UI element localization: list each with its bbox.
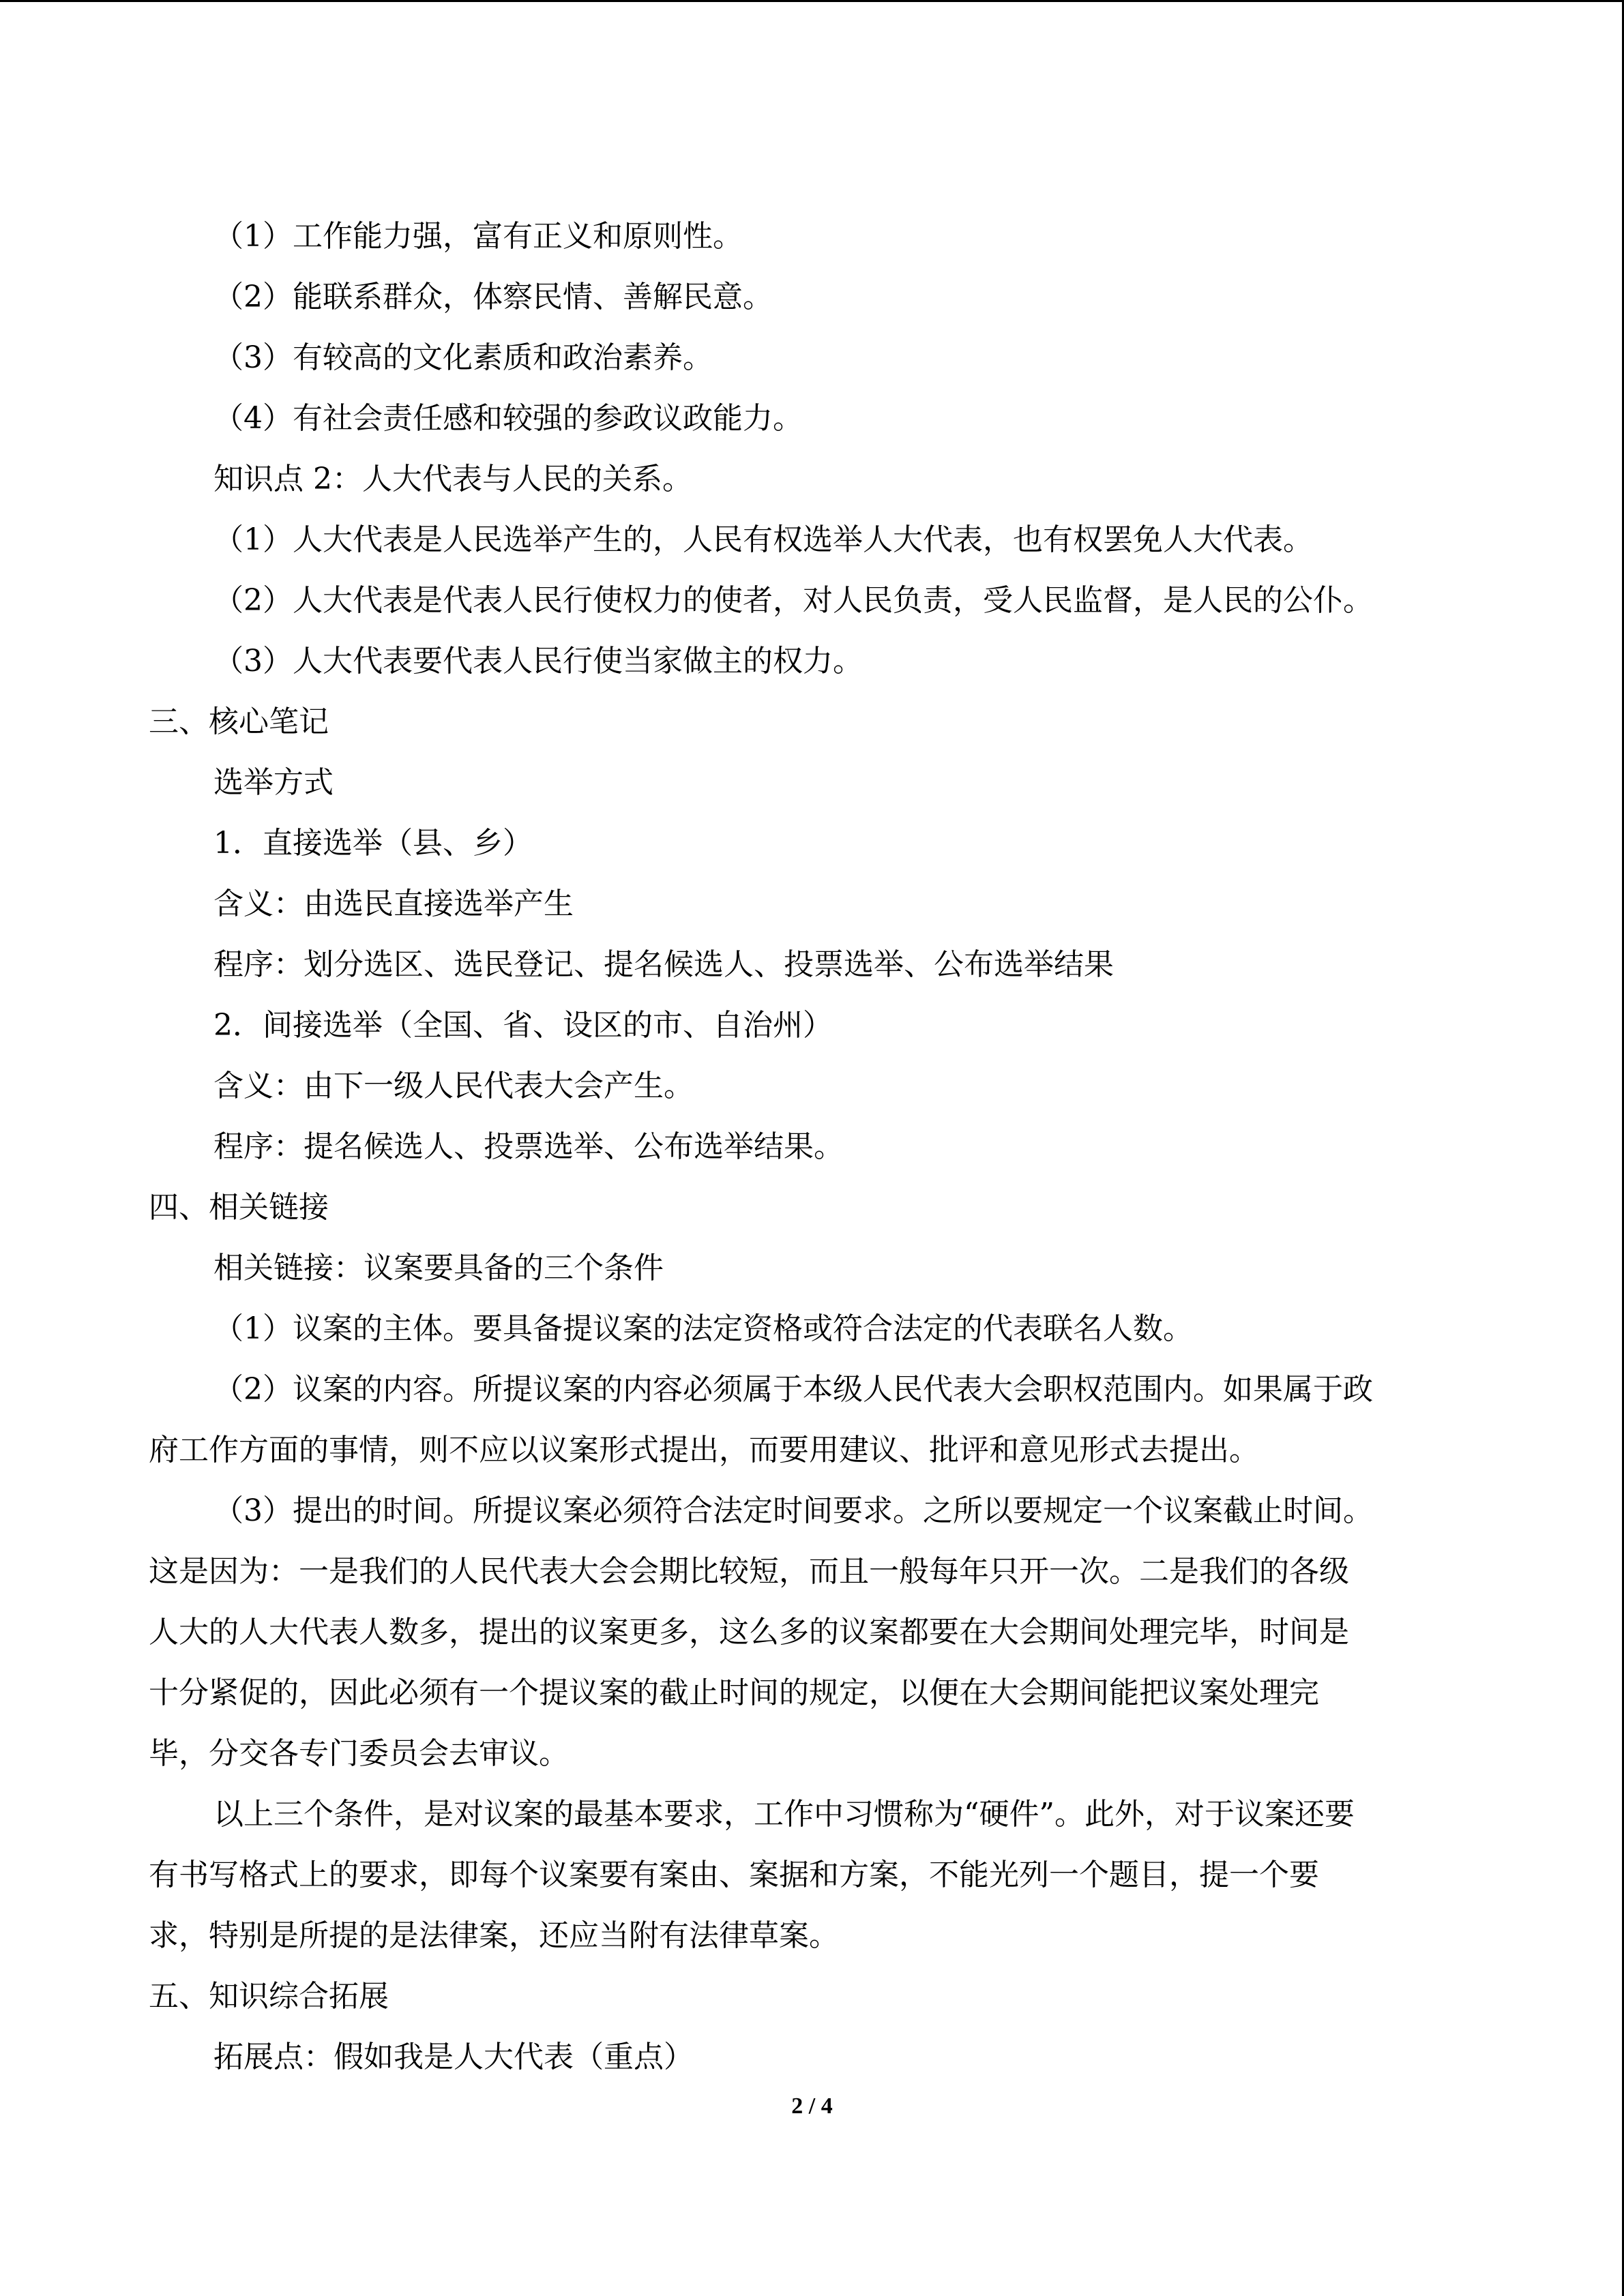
text-line: 程序：提名候选人、投票选举、公布选举结果。: [213, 1129, 844, 1164]
text-line: 有书写格式上的要求，即每个议案要有案由、案据和方案，不能光列一个题目，提一个要: [149, 1858, 1319, 1892]
text-line: 程序：划分选区、选民登记、提名候选人、投票选举、公布选举结果: [213, 947, 1114, 982]
text-line: （1）议案的主体。要具备提议案的法定资格或符合法定的代表联名人数。: [213, 1311, 1193, 1346]
text-line: 2．间接选举（全国、省、设区的市、自治州）: [213, 1008, 833, 1043]
document-body: [149, 206, 1479, 2087]
text-line: （1）人大代表是人民选举产生的，人民有权选举人大代表，也有权罢免人大代表。: [213, 522, 1313, 557]
text-line: 1．直接选举（县、乡）: [213, 826, 533, 861]
text-line: 含义：由下一级人民代表大会产生。: [213, 1069, 694, 1103]
page-top-border: [0, 0, 1624, 2]
text-line: （2）能联系群众，体察民情、善解民意。: [213, 280, 773, 314]
text-line: （1）工作能力强，富有正义和原则性。: [213, 219, 743, 254]
text-line: （3）有较高的文化素质和政治素养。: [213, 340, 713, 375]
text-line: 这是因为：一是我们的人民代表大会会期比较短，而且一般每年只开一次。二是我们的各级: [149, 1554, 1349, 1589]
text-line: 相关链接：议案要具备的三个条件: [213, 1251, 664, 1285]
text-line: 三、核心笔记: [149, 704, 329, 739]
text-line: （3）人大代表要代表人民行使当家做主的权力。: [213, 644, 863, 679]
page-number: 2 / 4: [791, 2093, 833, 2119]
text-line: 十分紧促的，因此必须有一个提议案的截止时间的规定，以便在大会期间能把议案处理完: [149, 1675, 1319, 1710]
text-line: （2）议案的内容。所提议案的内容必须属于本级人民代表大会职权范围内。如果属于政: [213, 1372, 1373, 1407]
text-line: 府工作方面的事情，则不应以议案形式提出，而要用建议、批评和意见形式去提出。: [149, 1433, 1259, 1467]
text-line: （2）人大代表是代表人民行使权力的使者，对人民负责，受人民监督，是人民的公仆。: [213, 583, 1373, 618]
text-line: 四、相关链接: [149, 1190, 329, 1225]
text-line: 求，特别是所提的是法律案，还应当附有法律草案。: [149, 1918, 839, 1953]
text-line: 拓展点：假如我是人大代表（重点）: [213, 2040, 694, 2074]
text-line: 以上三个条件，是对议案的最基本要求，工作中习惯称为“硬件”。此外，对于议案还要: [213, 1797, 1355, 1832]
text-line: （3）提出的时间。所提议案必须符合法定时间要求。之所以要规定一个议案截止时间。: [213, 1493, 1373, 1528]
text-line: 五、知识综合拓展: [149, 1979, 389, 2014]
text-line: 含义：由选民直接选举产生: [213, 886, 574, 921]
text-line: 选举方式: [213, 765, 334, 800]
text-line: 毕，分交各专门委员会去审议。: [149, 1736, 569, 1771]
text-line: 知识点 2：人大代表与人民的关系。: [213, 462, 692, 496]
text-line: 人大的人大代表人数多，提出的议案更多，这么多的议案都要在大会期间处理完毕，时间是: [149, 1615, 1349, 1650]
text-line: （4）有社会责任感和较强的参政议政能力。: [213, 401, 803, 436]
